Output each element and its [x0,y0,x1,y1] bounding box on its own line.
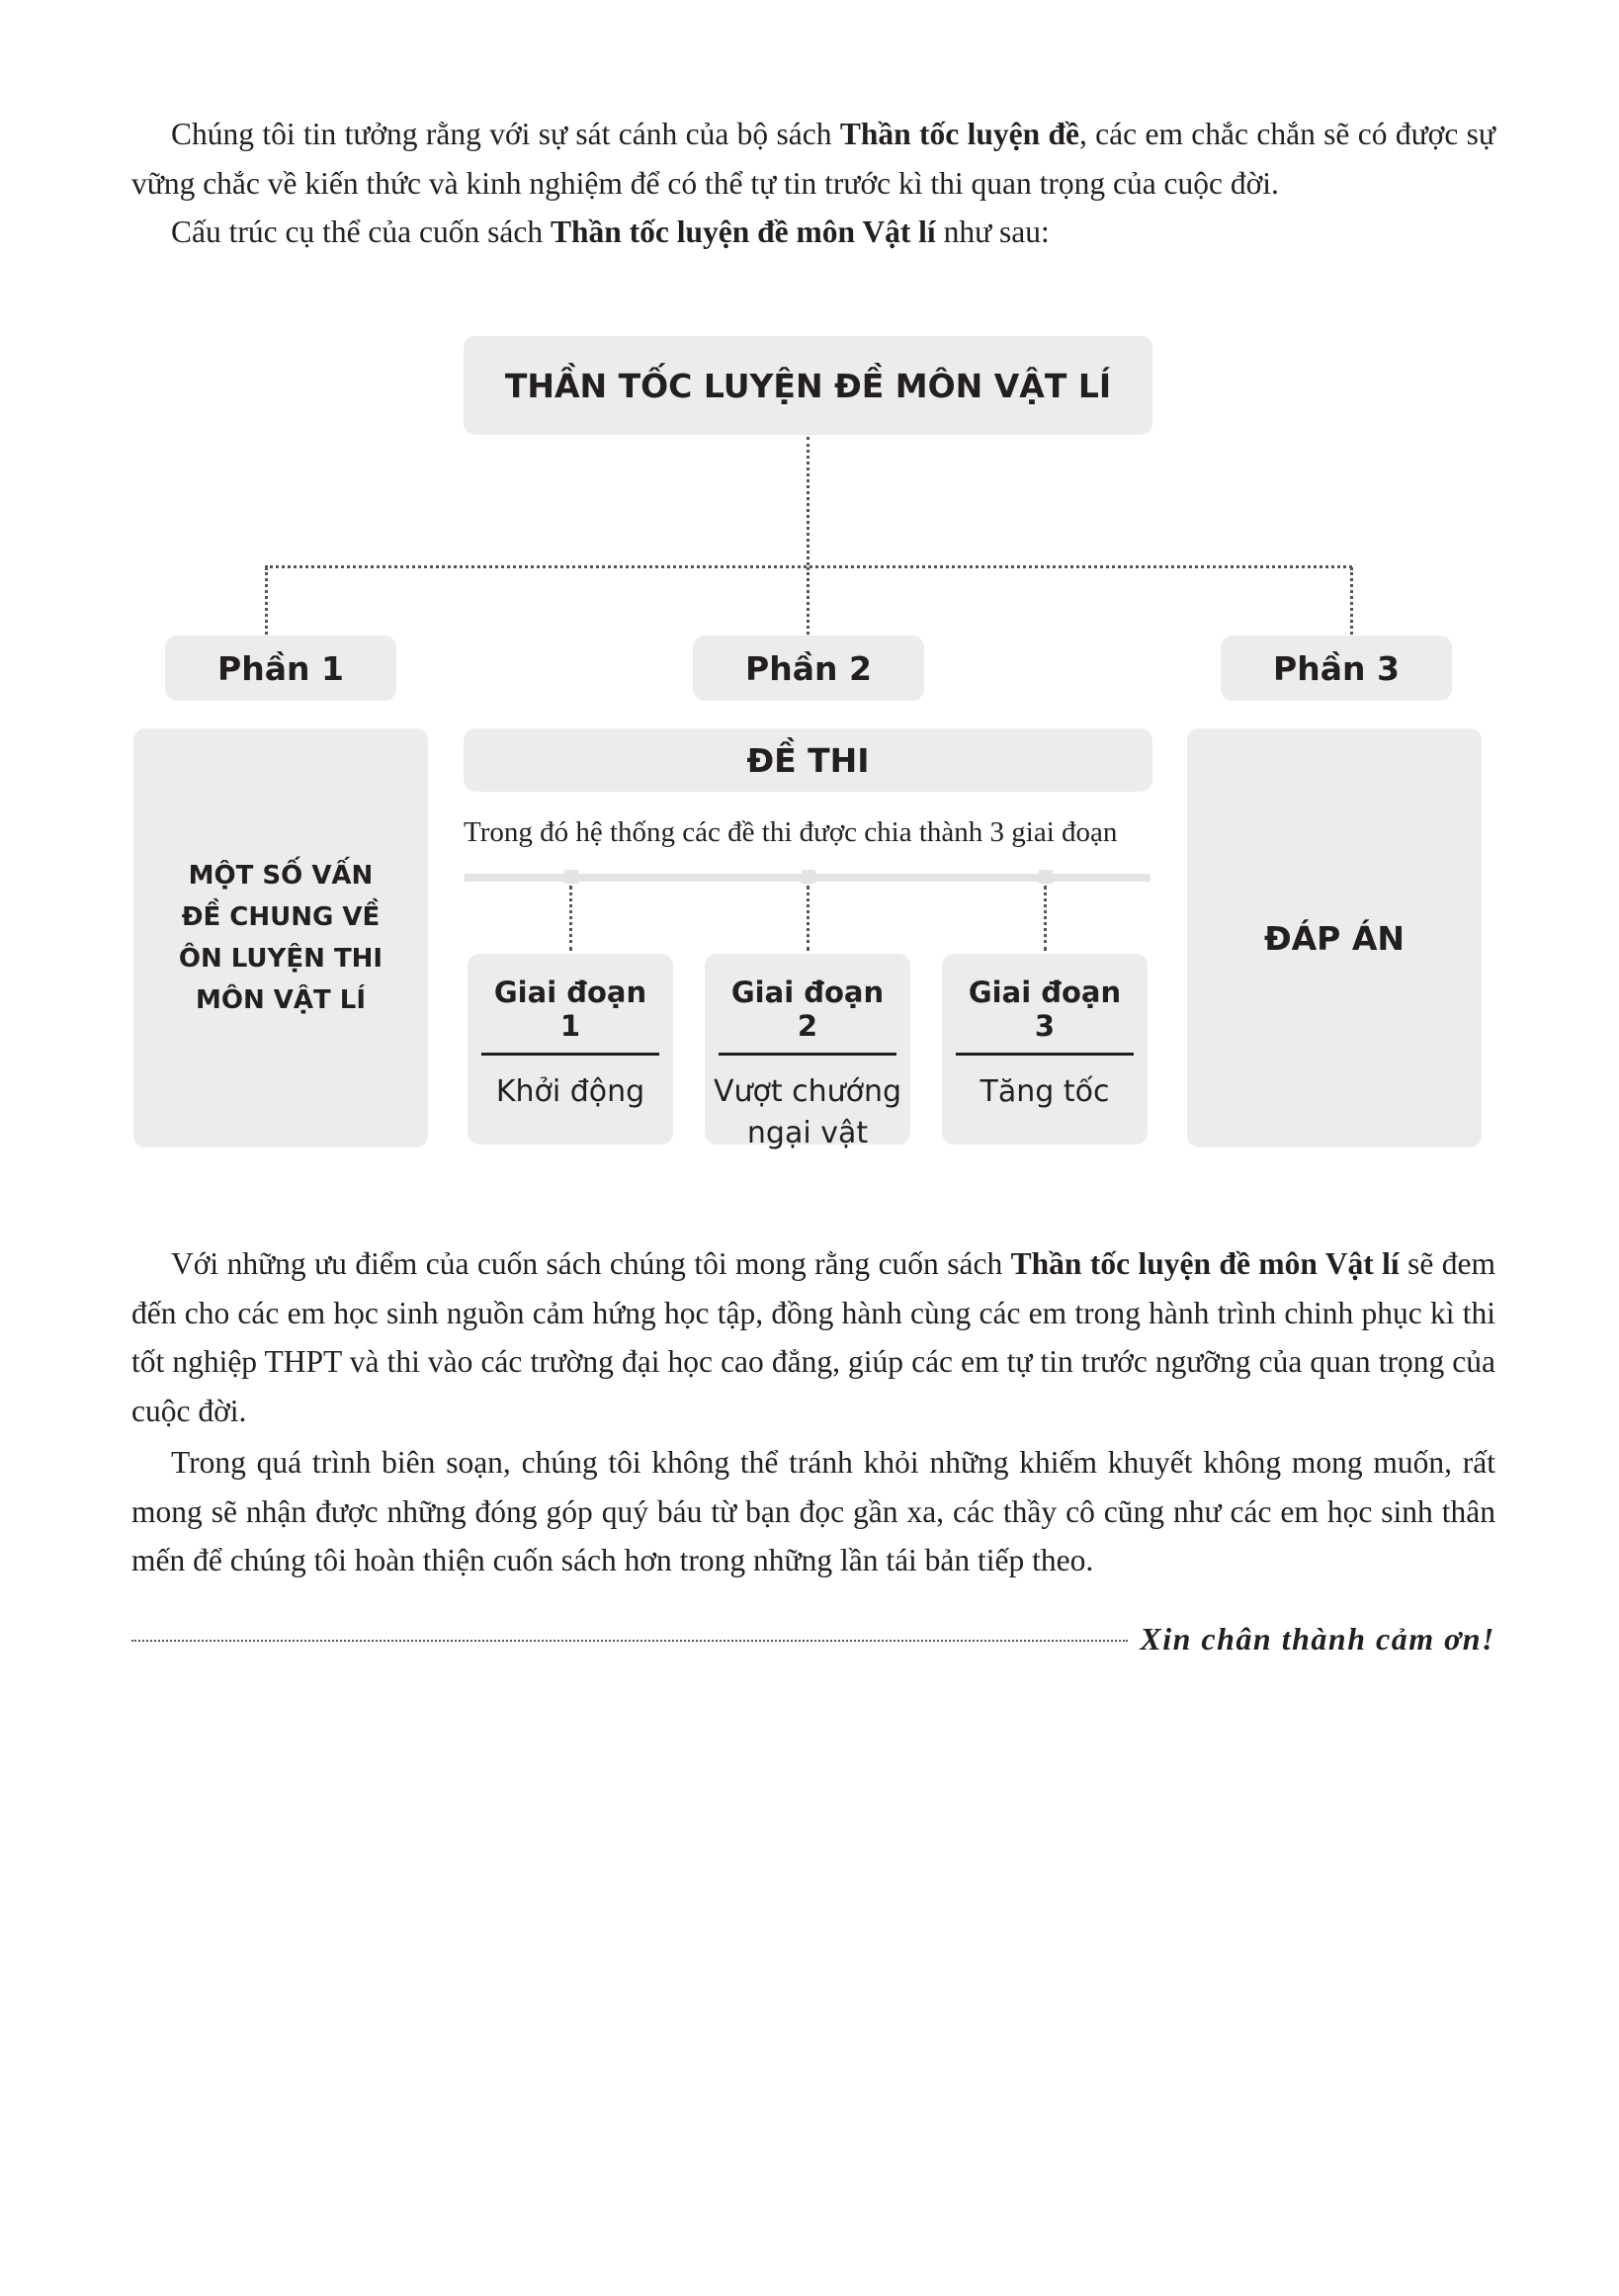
stage-1-title: Giai đoạn 1 [481,976,659,1056]
part-1-label: Phần 1 [165,636,396,701]
part-2-note: Trong đó hệ thống các đề thi được chia thành 3 giai đoạn [464,816,1118,848]
outro-text: sẽ đem đến cho các em học sinh nguồn cảm hứng học tập, đồng hành cùng các em trong hành trình chinh phục kì thi tốt nghiệp THPT và thi vào các trường đại học cao đẳng, giúp các em tự tin trước ngưỡng của quan trọng của cuộc đời. [131,1246,1495,1428]
intro-text: Cấu trúc cụ thể của cuốn sách [171,214,551,249]
stage-marker [564,870,578,884]
diagram-title: THẦN TỐC LUYỆN ĐỀ MÔN VẬT LÍ [464,336,1152,435]
connector [569,886,572,951]
closing-line [131,1621,1495,1658]
book-title-bold: Thần tốc luyện đề môn Vật lí [1010,1246,1400,1281]
stage-3-title: Giai đoạn 3 [956,976,1134,1056]
part-3-content: ĐÁP ÁN [1187,728,1482,1148]
outro-text: Với những ưu điểm của cuốn sách chúng tôi mong rằng cuốn sách [171,1246,1011,1281]
connector [807,567,810,635]
outro-paragraph-1 [131,1239,1495,1435]
book-title-bold: Thần tốc luyện đề [839,117,1079,151]
connector [807,437,810,565]
stage-1-card [468,954,673,1145]
closing-text: Xin chân thành cảm ơn! [1140,1621,1495,1657]
part-2-heading: ĐỀ THI [464,728,1152,792]
intro-paragraph-1 [131,110,1495,208]
dotted-leader [131,1640,1128,1642]
stage-2-desc: Vượt chướng ngại vật [713,1074,902,1150]
intro-paragraph-2 [131,208,1495,257]
connector [265,567,268,635]
stage-marker [1039,870,1053,884]
outro-paragraph-2 [131,1438,1495,1585]
stage-1-desc: Khởi động [495,1074,645,1109]
connector [1350,567,1353,635]
stage-marker [802,870,815,884]
connector [807,886,810,951]
book-title-bold: Thần tốc luyện đề môn Vật lí [550,214,936,249]
intro-text: như sau: [935,214,1050,249]
stage-3-card [942,954,1148,1145]
part-2-label: Phần 2 [693,636,924,701]
part-1-content: MỘT SỐ VẤN ĐỀ CHUNG VỀ ÔN LUYỆN THI MÔN VẬT LÍ [133,728,428,1148]
stage-3-desc: Tăng tốc [980,1074,1110,1109]
connector [1044,886,1047,951]
intro-text: Chúng tôi tin tưởng rằng với sự sát cánh của bộ sách [171,117,840,151]
outro-text: Trong quá trình biên soạn, chúng tôi không thể tránh khỏi những khiếm khuyết không mong muốn, rất mong sẽ nhận được những đóng góp quý báu từ bạn đọc gần xa, các thầy cô cũng như các em học sinh thân mến để chúng tôi hoàn thiện cuốn sách hơn trong những lần tái bản tiếp theo. [131,1445,1495,1577]
stage-2-title: Giai đoạn 2 [719,976,896,1056]
intro-text: , các em chắc chắn sẽ có được sự vững chắc về kiến thức và kinh nghiệm để có thể tự tin trước kì thi quan trọng của cuộc đời. [131,117,1495,201]
part-3-label: Phần 3 [1221,636,1452,701]
stage-2-card [705,954,910,1150]
